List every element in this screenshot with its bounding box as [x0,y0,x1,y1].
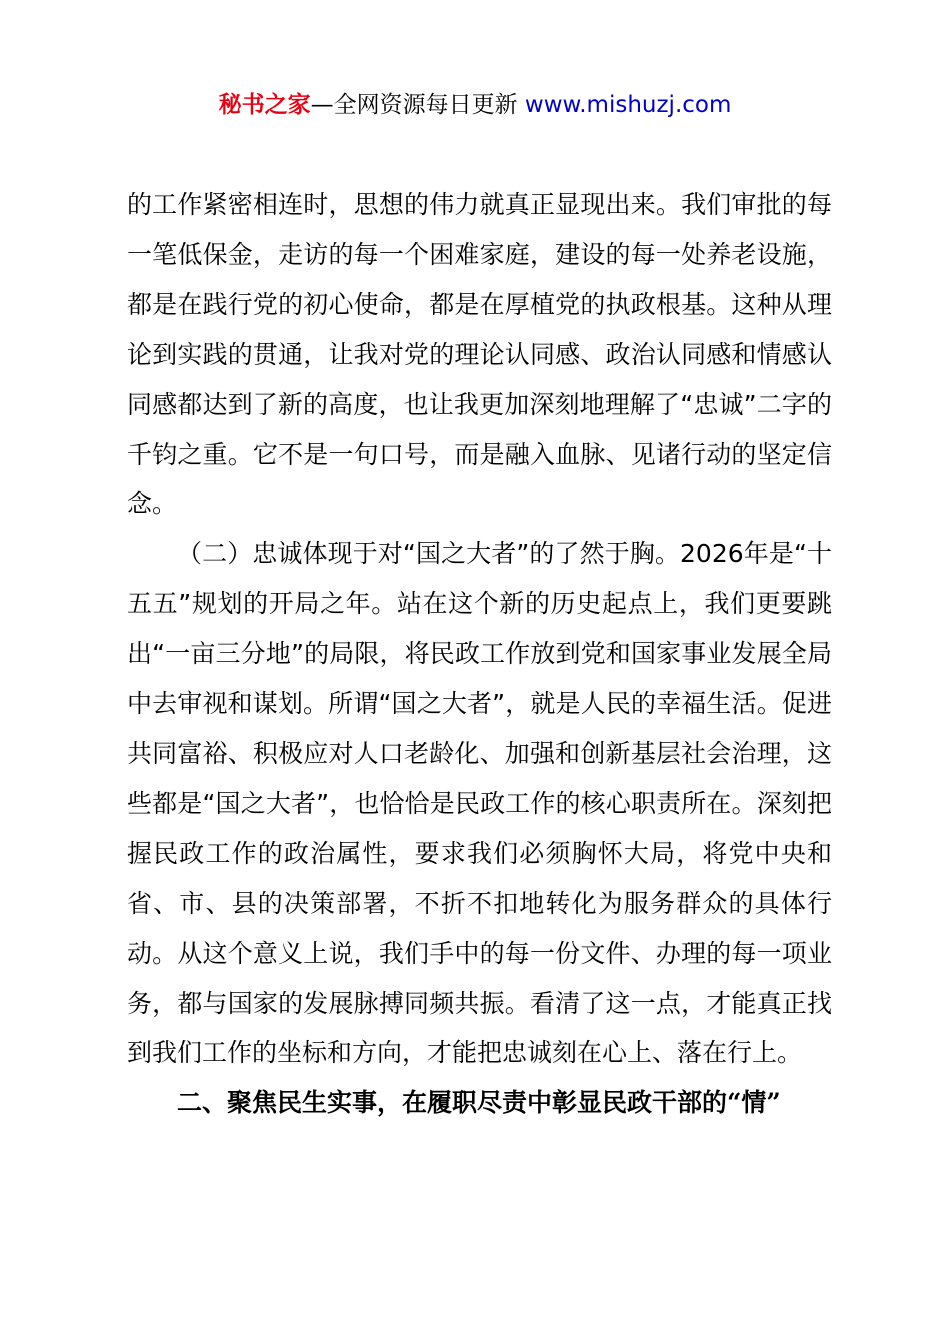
header-tagline: —全网资源每日更新 [310,92,518,118]
document-body [127,180,832,1128]
page-header [0,88,950,122]
section-heading: 二、聚焦民生实事，在履职尽责中彰显民政干部的“情” [177,1088,781,1118]
website-link[interactable]: www.mishuzj.com [524,92,732,118]
paragraph-section-2: （二）忠诚体现于对“国之大者”的了然于胸。2026年是“十五五”规划的开局之年。站在这个新的历史起点上，我们更要跳出“一亩三分地”的局限，将民政工作放到党和国家事业发展全局中去审视和谋划。所谓“国之大者”，就是人民的幸福生活。促进共同富裕、积极应对人口老龄化、加强和创新基层社会治理，这些都是“国之大者”，也恰恰是民政工作的核心职责所在。深刻把握民政工作的政治属性，要求我们必须胸怀大局，将党中央和省、市、县的决策部署，不折不扣地转化为服务群众的具体行动。从这个意义上说，我们手中的每一份文件、办理的每一项业务，都与国家的发展脉搏同频共振。看清了这一点，才能真正找到我们工作的坐标和方向，才能把忠诚刻在心上、落在行上。 [127,539,832,1068]
brand-name: 秘书之家 [218,92,311,118]
paragraph-continued: 的工作紧密相连时，思想的伟力就真正显现出来。我们审批的每一笔低保金，走访的每一个困难家庭，建设的每一处养老设施，都是在践行党的初心使命，都是在厚植党的执政根基。这种从理论到实践的贯通，让我对党的理论认同感、政治认同感和情感认同感都达到了新的高度，也让我更加深刻地理解了“忠诚”二字的千钧之重。它不是一句口号，而是融入血脉、见诸行动的坚定信念。 [127,190,832,519]
